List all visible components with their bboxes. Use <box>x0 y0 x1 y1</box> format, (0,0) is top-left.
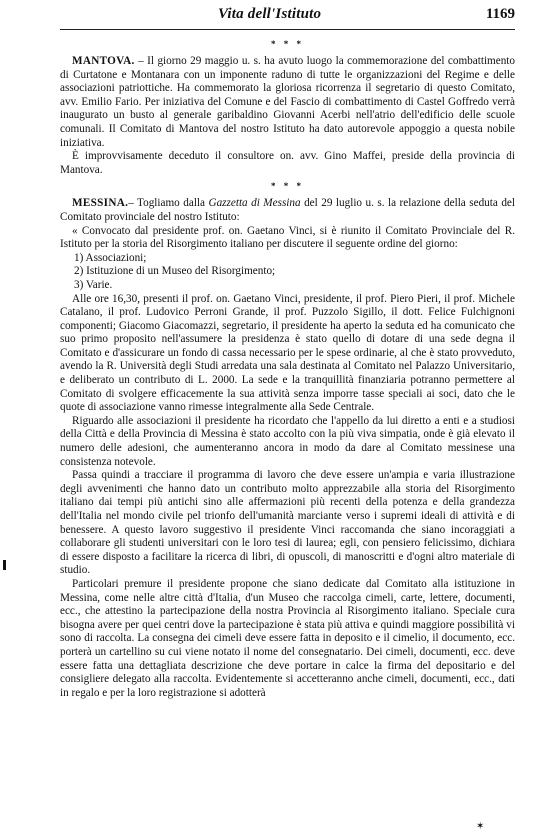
article-body <box>60 38 515 700</box>
messina-intro-text: – Togliamo dalla <box>128 197 209 210</box>
agenda-list <box>60 252 515 293</box>
section-separator: * * * <box>271 39 304 49</box>
agenda-item: 2) Istituzione di un Museo del Risorgimento; <box>74 265 276 278</box>
messina-paragraph-1: Alle ore 16,30, presenti il prof. on. Gaetano Vinci, presidente, il prof. Piero Pieri, il prof. Michele Catalano, il prof. Ludovico Perroni Grande, il prof. Puzzolo Sigillo, il dott. Felice Fulchignoni componenti; Giacomo Giacomazzi, segretario, il presidente ha aperto la seduta ed ha comunicato che suo primo proposito nell'assumere la presidenza è stato quello di dotare di una sede degna il Comitato e d'assicurare un fondo di cassa necessario per le spese ordinarie, al che è stato provveduto, avendo la R. Università degli Studi arredata una sala destinata al Comitato nel Palazzo Universitario, e deliberato un contributo di L. 2000. La sede e la tranquillità finanziaria potranno permettere al Comitato di svolgere efficacemente la sua attività senza imporre tasse speciali ai soci, dato che le quote di associazione vanno rimesse integralmente alla Sede Centrale. <box>60 292 515 414</box>
messina-intro-text-2: del 29 luglio u. s. la relazione della seduta del Comitato provinciale del nostro Istituto: <box>60 197 515 223</box>
agenda-item: 1) Associazioni; <box>74 251 147 264</box>
page-number: 1169 <box>485 6 515 22</box>
newspaper-title: Gazzetta di Messina <box>208 197 301 210</box>
messina-quote: « Convocato dal presidente prof. on. Gaetano Vinci, si è riunito il Comitato Provinciale del R. Istituto per la storia del Risorgimento italiano per discutere il seguente ordine del giorno: <box>60 224 515 251</box>
mantova-paragraph <box>60 55 515 150</box>
messina-paragraph-4: Particolari premure il presidente propone che siano dedicate dal Comitato alla istituzione in Messina, come nelle altre città d'Italia, d'un Museo che raccolga cimeli, carte, lettere, documenti, ecc., che attestino la partecipazione della nostra Provincia al Risorgimento italiano. Speciale cura bisogna avere per quei centri dove la partecipazione è stata più attiva e quindi maggiore possibilità vi sono di raccolta. La consegna dei cimeli deve essere fatta in deposito e il cimelio, il documento, ecc. porterà un cartellino su cui viene notato il nome del consegnatario. Dei cimeli, documenti, ecc. deve essere fatta una dettagliata descrizione che deve portare in calce la firma del depositario e del consigliere delegato alla raccolta. Evidentemente si accetteranno anche cimeli, documenti, ecc., dati in regalo e per la loro registrazione si adotterà <box>60 577 515 699</box>
messina-intro <box>60 197 515 224</box>
scan-margin-mark <box>3 560 6 570</box>
header-rule <box>60 29 515 30</box>
mantova-paragraph-2: È improvvisamente deceduto il consultore on. avv. Gino Maffei, preside della provincia di Mantova. <box>60 150 515 176</box>
agenda-item: 3) Varie. <box>74 278 113 291</box>
page-header <box>60 8 515 28</box>
footer-mark: ✶ <box>476 821 485 832</box>
running-title: Vita dell'Istituto <box>218 6 322 22</box>
city-heading-messina: MESSINA. <box>72 197 129 210</box>
mantova-text: – Il giorno 29 maggio u. s. ha avuto luogo la commemorazione del combattimento di Curtatone e Montanara con un imponente raduno di tutte le organizzazioni del Regime e delle associazioni patriottiche. Ha commemorato la gloriosa ricorrenza il segretario di questo Comitato, avv. Emilio Fario. Per iniziativa del Comune e del Fascio di combattimento di Castel Goffredo verrà inaugurato un busto al generale garibaldino Giovanni Acerbi nell'atrio dell'edificio delle scuole comunali. Il Comitato di Mantova del nostro Istituto ha dato autorevole appoggio a questa nobile iniziativa. <box>60 55 516 149</box>
messina-paragraph-2: Riguardo alle associazioni il presidente ha ricordato che l'appello da lui diretto a enti e a studiosi della Città e della Provincia di Messina è stato accolto con la più viva simpatia, onde è già elevato il numero delle adesioni, che aumenteranno ancora in modo da dare al Comitato messinese una consistenza notevole. <box>60 414 515 468</box>
section-separator: * * * <box>271 181 304 192</box>
messina-paragraph-3: Passa quindi a tracciare il programma di lavoro che deve essere un'ampia e varia illustrazione degli avvenimenti che hanno dato un contributo molto apprezzabile alla storia del Risorgimento italiano dai tempi più antichi sino alle affermazioni più recenti della potenza e della grandezza dell'Italia nel mondo civile pel trionfo dell'umanità marciante verso i supremi ideali di attività e di benessere. A questo lavoro suggestivo il presidente Vinci raccomanda che siano incoraggiati a collaborare gli studenti universitari con le loro tesi di laurea; egli, con pensiero felicissimo, dichiara di essere disposto a facilitare la ricerca di libri, di opuscoli, di manoscritti e d'ogni altro materiale di studio. <box>60 469 515 577</box>
city-heading-mantova: MANTOVA. <box>72 55 135 67</box>
